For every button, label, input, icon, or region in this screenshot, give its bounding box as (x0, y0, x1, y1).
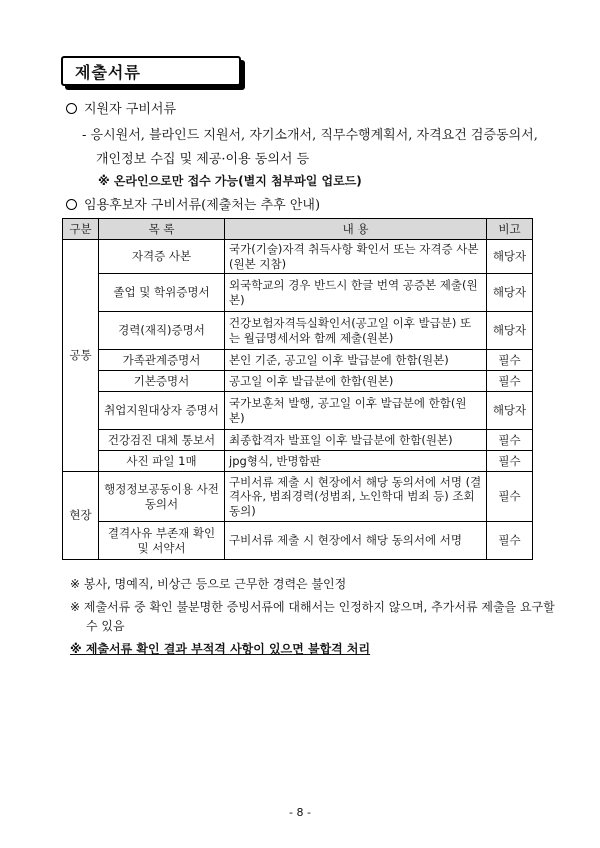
row-content: 외국학교의 경우 반드시 한글 번역 공증본 제출(원본) (225, 274, 487, 312)
row-note: 해당자 (487, 312, 533, 350)
row-content: 국가보훈처 발행, 공고일 이후 발급분에 한함(원본) (225, 392, 487, 430)
note-evidence-line1: ※ 제출서류 중 확인 불분명한 증빙서류에 대해서는 인정하지 않으며, 추가서류 제출을 요구할 (70, 600, 555, 614)
row-content: 공고일 이후 발급분에 한함(원본) (225, 371, 487, 392)
table-row (63, 522, 533, 560)
row-content: 구비서류 제출 시 현장에서 해당 동의서에 서명 (결격사유, 범죄경력(성범죄, 노인학대 범죄 등) 조회 동의) (225, 472, 487, 522)
row-item: 졸업 및 학위증명서 (99, 274, 225, 312)
table-row (63, 274, 533, 312)
row-note: 해당자 (487, 240, 533, 274)
hollow-circle-icon (66, 199, 77, 210)
section-title-box (61, 56, 241, 86)
group-common: 공통 (63, 240, 99, 472)
row-note: 해당자 (487, 274, 533, 312)
table-row (63, 451, 533, 472)
section-title: 제출서류 (75, 63, 141, 82)
row-item: 자격증 사본 (99, 240, 225, 274)
row-item: 가족관계증명서 (99, 350, 225, 371)
applicant-heading-line (66, 98, 176, 117)
row-item: 취업지원대상자 증명서 (99, 392, 225, 430)
row-item: 행정정보공동이용 사전동의서 (99, 472, 225, 522)
row-content: 최종합격자 발표일 이후 발급분에 한함(원본) (225, 430, 487, 451)
header-item: 목 록 (99, 219, 225, 240)
note-evidence-line2: 수 있음 (86, 619, 125, 633)
table-row (63, 240, 533, 274)
row-content: 건강보험자격득실확인서(공고일 이후 발급분) 또는 월급명세서와 함께 제출(원본) (225, 312, 487, 350)
row-note: 필수 (487, 371, 533, 392)
applicant-heading: 지원자 구비서류 (84, 102, 177, 117)
table-row (63, 392, 533, 430)
table-header-row (63, 219, 533, 240)
row-note: 필수 (487, 430, 533, 451)
applicant-items-line1: - 응시원서, 블라인드 지원서, 자기소개서, 직무수행계획서, 자격요건 검증동의서, (82, 128, 538, 143)
row-content: jpg형식, 반명함판 (225, 451, 487, 472)
row-content: 구비서류 제출 시 현장에서 해당 동의서에 서명 (225, 522, 487, 560)
note-disqualification: ※ 제출서류 확인 결과 부적격 사항이 있으면 불합격 처리 (70, 642, 371, 656)
header-note: 비고 (487, 219, 533, 240)
row-note: 해당자 (487, 392, 533, 430)
candidate-heading: 임용후보자 구비서류 (84, 198, 202, 213)
group-onsite: 현장 (63, 472, 99, 560)
table-row (63, 430, 533, 451)
candidate-heading-sub: (제출처는 추후 안내) (201, 198, 321, 213)
documents-table (62, 218, 533, 560)
header-content: 내 용 (225, 219, 487, 240)
row-note: 필수 (487, 472, 533, 522)
row-note: 필수 (487, 522, 533, 560)
row-content: 국가(기술)자격 취득사항 확인서 또는 자격증 사본 (원본 지참) (225, 240, 487, 274)
page-number: - 8 - (289, 806, 311, 819)
row-content: 본인 기준, 공고일 이후 발급분에 한함(원본) (225, 350, 487, 371)
table-row (63, 350, 533, 371)
applicant-items-line2: 개인정보 수집 및 제공·이용 동의서 등 (96, 152, 310, 167)
header-group: 구분 (63, 219, 99, 240)
table-row (63, 312, 533, 350)
online-note: ※ 온라인으로만 접수 가능(별지 첨부파일 업로드) (98, 174, 362, 188)
row-item: 사진 파일 1매 (99, 451, 225, 472)
note-unrecognized-career: ※ 봉사, 명예직, 비상근 등으로 근무한 경력은 불인정 (70, 577, 347, 591)
table-row (63, 371, 533, 392)
candidate-heading-line (66, 194, 320, 213)
row-item: 기본증명서 (99, 371, 225, 392)
row-item: 결격사유 부존재 확인 및 서약서 (99, 522, 225, 560)
table-row (63, 472, 533, 522)
hollow-circle-icon (66, 103, 77, 114)
row-item: 경력(재직)증명서 (99, 312, 225, 350)
row-note: 필수 (487, 350, 533, 371)
row-note: 필수 (487, 451, 533, 472)
row-item: 건강검진 대체 통보서 (99, 430, 225, 451)
